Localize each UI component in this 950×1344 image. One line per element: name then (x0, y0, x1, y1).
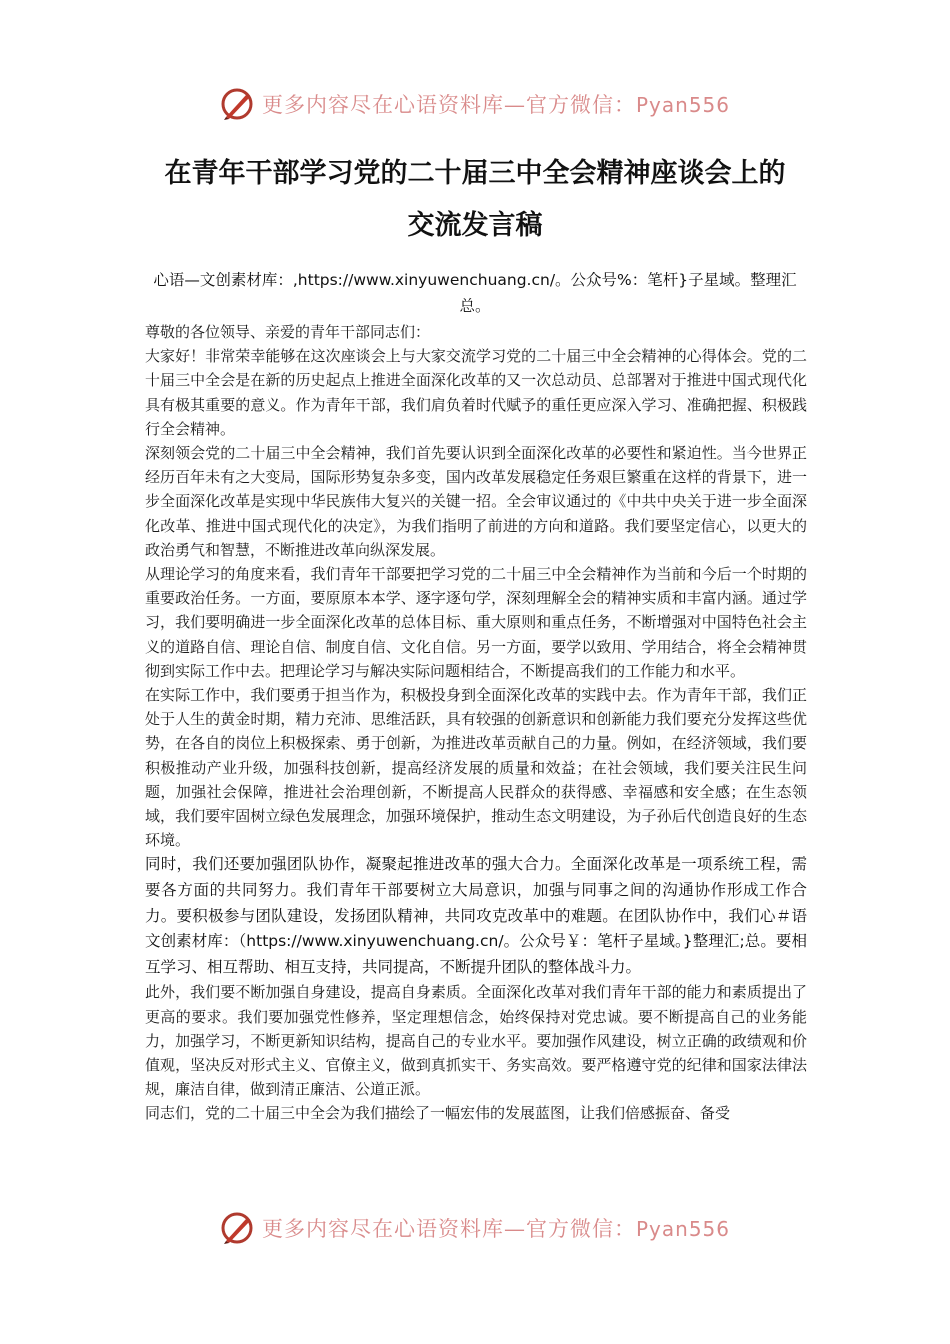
paragraph: 同时，我们还要加强团队协作，凝聚起推进改革的强大合力。全面深化改革是一项系统工程，需要各方面的共同努力。我们青年干部要树立大局意识，加强与同事之间的沟通协作形成工作合力。要积极参与团队建设，发扬团队精神，共同攻克改革中的难题。在团队协作中，我们心＃语文创素材库：（https://www.xinyuwenchuang.cn/。公众号￥：笔杆子星域。}整理汇;总。要相互学习、相互帮助、相互支持，共同提高，不断提升团队的整体战斗力。 (145, 855, 807, 976)
title-line-2: 交流发言稿 (407, 210, 543, 241)
paragraph: 从理论学习的角度来看，我们青年干部要把学习党的二十届三中全会精神作为当前和今后一个时期的重要政治任务。一方面，要原原本本学、逐字逐句学，深刻理解全会的精神实质和丰富内涵。通过学习，我们要明确进一步全面深化改革的总体目标、重大原则和重点任务，不断增强对中国特色社会主义的道路自信、理论自信、制度自信、文化自信。另一方面，要学以致用、学用结合，将全会精神贯彻到实际工作中去。把理论学习与解决实际问题相结合，不断提高我们的工作能力和水平。 (145, 565, 807, 680)
header-banner (0, 84, 950, 124)
paragraph: 尊敬的各位领导、亲爱的青年干部同志们： (145, 323, 431, 341)
paragraph: 深刻领会党的二十届三中全会精神，我们首先要认识到全面深化改革的必要性和紧迫性。当今世界正经历百年未有之大变局，国际形势复杂多变，国内改革发展稳定任务艰巨繁重在这样的背景下，进一步全面深化改革是实现中华民族伟大复兴的关键一招。全会审议通过的《中共中央关于进一步全面深化改革、推进中国式现代化的决定》，为我们指明了前进的方向和道路。我们要坚定信心，以更大的政治勇气和智慧，不断推进改革向纵深发展。 (145, 444, 807, 559)
paragraph: 此外，我们要不断加强自身建设，提高自身素质。全面深化改革对我们青年干部的能力和素质提出了更高的要求。我们要加强党性修养，坚定理想信念，始终保持对党忠诚。要不断提高自己的业务能力，加强学习，不断更新知识结构，提高自己的专业水平。要加强作风建设，树立正确的政绩观和价值观，坚决反对形式主义、官僚主义，做到真抓实干、务实高效。要严格遵守党的纪律和国家法律法规，廉洁自律，做到清正廉洁、公道正派。 (145, 983, 807, 1099)
pen-logo-icon (220, 1211, 254, 1245)
paragraph: 大家好！非常荣幸能够在这次座谈会上与大家交流学习党的二十届三中全会精神的心得体会。党的二十届三中全会是在新的历史起点上推进全面深化改革的又一次总动员、总部署对于推进中国式现代化具有极其重要的意义。作为青年干部，我们肩负着时代赋予的重任更应深入学习、准确把握、积极践行全会精神。 (145, 347, 807, 438)
document-body (145, 320, 807, 1126)
paragraph: 在实际工作中，我们要勇于担当作为，积极投身到全面深化改革的实践中去。作为青年干部，我们正处于人生的黄金时期，精力充沛、思维活跃，具有较强的创新意识和创新能力我们要充分发挥这些优势，在各自的岗位上积极探索、勇于创新，为推进改革贡献自己的力量。例如，在经济领域，我们要积极推动产业升级，加强科技创新，提高经济发展的质量和效益；在社会领域，我们要关注民生问题，加强社会保障，推进社会治理创新，不断提高人民群众的获得感、幸福感和安全感；在生态领域，我们要牢固树立绿色发展理念，加强环境保护，推动生态文明建设，为子孙后代创造良好的生态环境。 (145, 686, 807, 850)
source-note: 心语—文创素材库：,https://www.xinyuwenchuang.cn/。公众号%：笔杆}子星域。整理汇总。 (153, 271, 797, 315)
wechat-id: Pyan556 (635, 93, 730, 117)
paragraph: 同志们，党的二十届三中全会为我们描绘了一幅宏伟的发展蓝图，让我们倍感振奋、备受 (145, 1104, 731, 1123)
page-title (110, 148, 840, 252)
wechat-id: Pyan556 (635, 1217, 730, 1241)
footer-banner (0, 1208, 950, 1248)
banner-text: 更多内容尽在心语资料库—官方微信：Pyan556 (261, 93, 730, 117)
title-line-1: 在青年干部学习党的二十届三中全会精神座谈会上的 (164, 158, 786, 189)
banner-text: 更多内容尽在心语资料库—官方微信：Pyan556 (261, 1217, 730, 1241)
pen-logo-icon (220, 87, 254, 121)
